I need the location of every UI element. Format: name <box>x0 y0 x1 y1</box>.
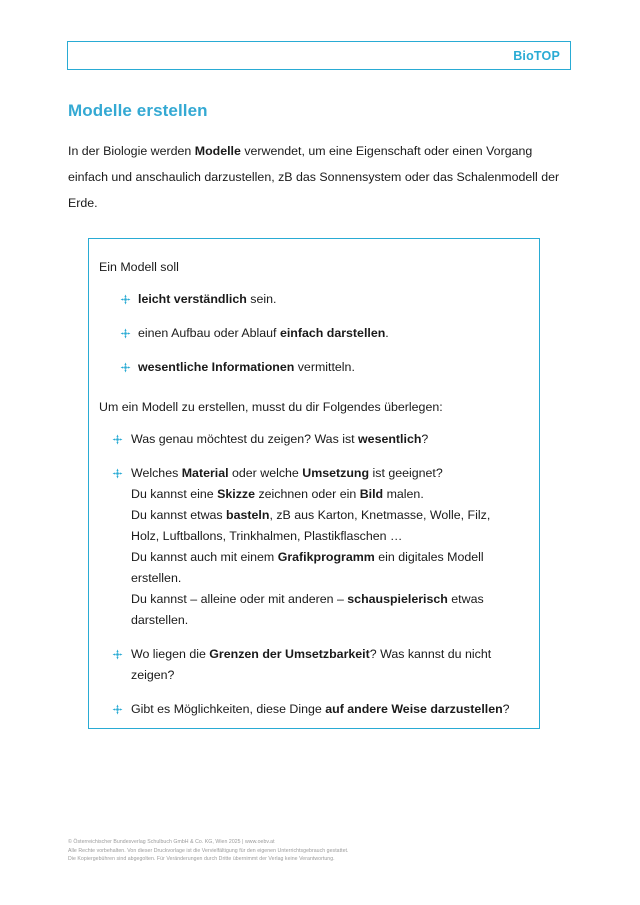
emphasis-text: Grafikprogramm <box>277 550 375 564</box>
plain-text: ? <box>502 702 510 716</box>
bullet-line <box>138 289 529 310</box>
emphasis-text: Modelle <box>194 144 241 158</box>
page-title: Modelle erstellen <box>68 101 208 120</box>
plain-text: In der Biologie werden <box>68 144 195 158</box>
emphasis-text: auf andere Weise darzustellen <box>325 702 503 716</box>
plain-text: etwas <box>447 592 484 606</box>
plain-text: . <box>385 326 389 340</box>
bullet-line <box>138 357 529 378</box>
content-box <box>88 238 540 729</box>
plain-text: verwendet, um eine Eigenschaft oder einen Vorgang einfach und anschaulich darzustellen, zB das Sonnensystem oder das Schalenmodell der Erde. <box>68 144 560 210</box>
bullet-line <box>131 547 534 568</box>
plain-text: Du kannst auch mit einem <box>131 550 278 564</box>
content-lead-2: Um ein Modell zu erstellen, musst du dir Folgendes überlegen: <box>99 400 443 414</box>
plain-text: ? Was kannst du nicht <box>369 647 492 661</box>
bullet-line <box>131 665 534 686</box>
plain-text: Was genau möchtest du zeigen? Was ist <box>131 432 359 446</box>
bullet-item <box>99 644 534 686</box>
emphasis-text: Material <box>181 466 229 480</box>
bullet-line <box>131 429 534 450</box>
bullet-text <box>131 644 534 686</box>
emphasis-text: basteln <box>226 508 270 522</box>
floret-bullet-icon <box>110 644 124 665</box>
floret-bullet-icon <box>118 289 132 310</box>
emphasis-text: wesentlich <box>358 432 422 446</box>
bullet-line <box>131 505 534 526</box>
bullet-line <box>131 610 534 631</box>
bullet-text <box>138 357 529 378</box>
floret-bullet-icon <box>118 323 132 344</box>
plain-text: Du kannst – alleine oder mit anderen – <box>131 592 348 606</box>
footer-line: © Österreichischer Bundesverlag Schulbuch GmbH & Co. KG, Wien 2025 | www.oebv.at <box>68 839 275 845</box>
plain-text: zeichnen oder ein <box>255 487 360 501</box>
plain-text: Welches <box>131 466 182 480</box>
footer <box>68 838 568 864</box>
bullet-item <box>99 429 534 450</box>
bullet-item <box>99 699 534 720</box>
plain-text: vermitteln. <box>294 360 355 374</box>
plain-text: Wo liegen die <box>131 647 210 661</box>
intro-paragraph <box>68 138 568 216</box>
plain-text: Gibt es Möglichkeiten, diese Dinge <box>131 702 326 716</box>
bullet-text <box>138 289 529 310</box>
bullet-item <box>99 289 529 310</box>
header-box <box>67 41 571 70</box>
floret-bullet-icon <box>110 463 124 484</box>
plain-text: darstellen. <box>131 613 189 627</box>
bullet-item <box>99 357 529 378</box>
emphasis-text: Umsetzung <box>302 466 370 480</box>
bullet-line <box>131 589 534 610</box>
floret-bullet-icon <box>110 699 124 720</box>
bullet-line <box>138 323 529 344</box>
bullet-line <box>131 526 534 547</box>
plain-text: ist geeignet? <box>369 466 443 480</box>
content-lead-1: Ein Modell soll <box>99 260 179 274</box>
footer-line: Alle Rechte vorbehalten. Von dieser Druckvorlage ist die Vervielfältigung für den eigenen Unterrichtsgebrauch gestattet. <box>68 847 349 854</box>
emphasis-text: Grenzen der Umsetzbarkeit <box>209 647 370 661</box>
brand-label: BioTOP <box>513 48 560 63</box>
bullet-line <box>131 568 534 589</box>
bullet-line <box>131 699 534 720</box>
bullet-text <box>131 699 534 720</box>
plain-text: Holz, Luftballons, Trinkhalmen, Plastikflaschen … <box>131 529 403 543</box>
plain-text: Du kannst etwas <box>131 508 227 522</box>
plain-text: einen Aufbau oder Ablauf <box>138 326 280 340</box>
plain-text: ? <box>421 432 429 446</box>
bullet-line <box>131 644 534 665</box>
bullet-line <box>131 463 534 484</box>
emphasis-text: Skizze <box>217 487 255 501</box>
emphasis-text: einfach darstellen <box>279 326 386 340</box>
footer-line: Die Kopiergebühren sind abgegolten. Für Veränderungen durch Dritte übernimmt der Verlag keine Verantwortung. <box>68 856 335 863</box>
emphasis-text: wesentliche Informationen <box>138 360 295 374</box>
emphasis-text: leicht verständlich <box>138 292 247 306</box>
emphasis-text: Bild <box>359 487 384 501</box>
plain-text: ein digitales Modell <box>374 550 484 564</box>
plain-text: sein. <box>246 292 277 306</box>
floret-bullet-icon <box>118 357 132 378</box>
bullet-list-questions <box>99 429 534 720</box>
plain-text: erstellen. <box>131 571 182 585</box>
bullet-text <box>131 463 534 631</box>
plain-text: Du kannst eine <box>131 487 218 501</box>
floret-bullet-icon <box>110 429 124 450</box>
bullet-item <box>99 323 529 344</box>
bullet-line <box>131 484 534 505</box>
bullet-text <box>138 323 529 344</box>
emphasis-text: schauspielerisch <box>347 592 448 606</box>
bullet-list-requirements <box>99 289 529 378</box>
plain-text: , zB aus Karton, Knetmasse, Wolle, Filz, <box>269 508 491 522</box>
bullet-text <box>131 429 534 450</box>
bullet-item <box>99 463 534 631</box>
plain-text: malen. <box>383 487 424 501</box>
plain-text: zeigen? <box>131 668 175 682</box>
plain-text: oder welche <box>228 466 303 480</box>
